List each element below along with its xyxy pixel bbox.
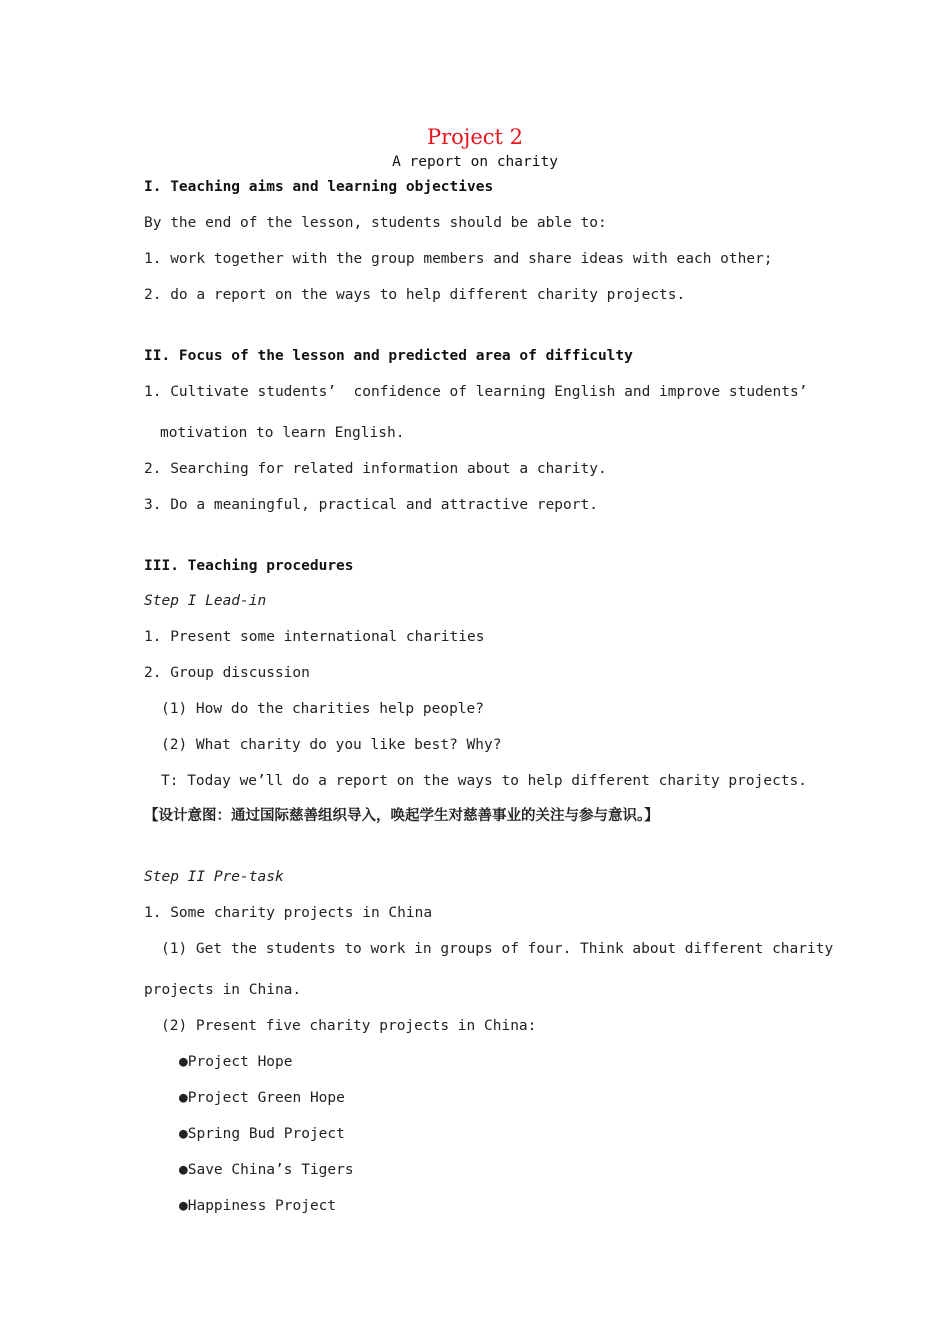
project-list-item: ●Happiness Project [179, 1198, 337, 1214]
aims-item-2: 2. do a report on the ways to help different charity projects. [144, 287, 686, 303]
section-heading-focus: II. Focus of the lesson and predicted area of difficulty [144, 348, 633, 364]
focus-item-2: 2. Searching for related information about a charity. [144, 461, 607, 477]
step-1-design-note: 【设计意图：通过国际慈善组织导入，唤起学生对慈善事业的关注与参与意识。】 [144, 808, 659, 824]
step-1-question-1: (1) How do the charities help people? [161, 701, 485, 717]
aims-intro: By the end of the lesson, students should be able to: [144, 215, 607, 231]
project-list-item: ●Project Green Hope [179, 1090, 345, 1106]
step-1-teacher-line: T: Today we’ll do a report on the ways to help different charity projects. [161, 773, 808, 789]
step-2-sub-2: (2) Present five charity projects in China: [161, 1018, 537, 1034]
step-2-item-1: 1. Some charity projects in China [144, 905, 433, 921]
step-2-sub-1-line-1: (1) Get the students to work in groups of four. Think about different charity [161, 941, 834, 957]
aims-item-1: 1. work together with the group members and share ideas with each other; [144, 251, 773, 267]
section-heading-aims: I. Teaching aims and learning objectives [144, 179, 494, 195]
step-2-sub-1-line-2: projects in China. [144, 982, 302, 998]
document-title: Project 2 [427, 125, 523, 149]
step-1-title: Step I Lead-in [144, 593, 267, 609]
focus-item-1-line-1: 1. Cultivate students’ confidence of learning English and improve students’ [144, 384, 808, 400]
focus-item-1-line-2: motivation to learn English. [160, 425, 405, 441]
step-1-question-2: (2) What charity do you like best? Why? [161, 737, 502, 753]
document-subtitle: A report on charity [392, 154, 558, 170]
step-2-title: Step II Pre-task [144, 869, 284, 885]
focus-item-3: 3. Do a meaningful, practical and attractive report. [144, 497, 598, 513]
step-1-item-2: 2. Group discussion [144, 665, 310, 681]
project-list-item: ●Project Hope [179, 1054, 293, 1070]
project-list-item: ●Save China’s Tigers [179, 1162, 354, 1178]
step-1-item-1: 1. Present some international charities [144, 629, 485, 645]
section-heading-procedures: III. Teaching procedures [144, 558, 354, 574]
project-list-item: ●Spring Bud Project [179, 1126, 345, 1142]
